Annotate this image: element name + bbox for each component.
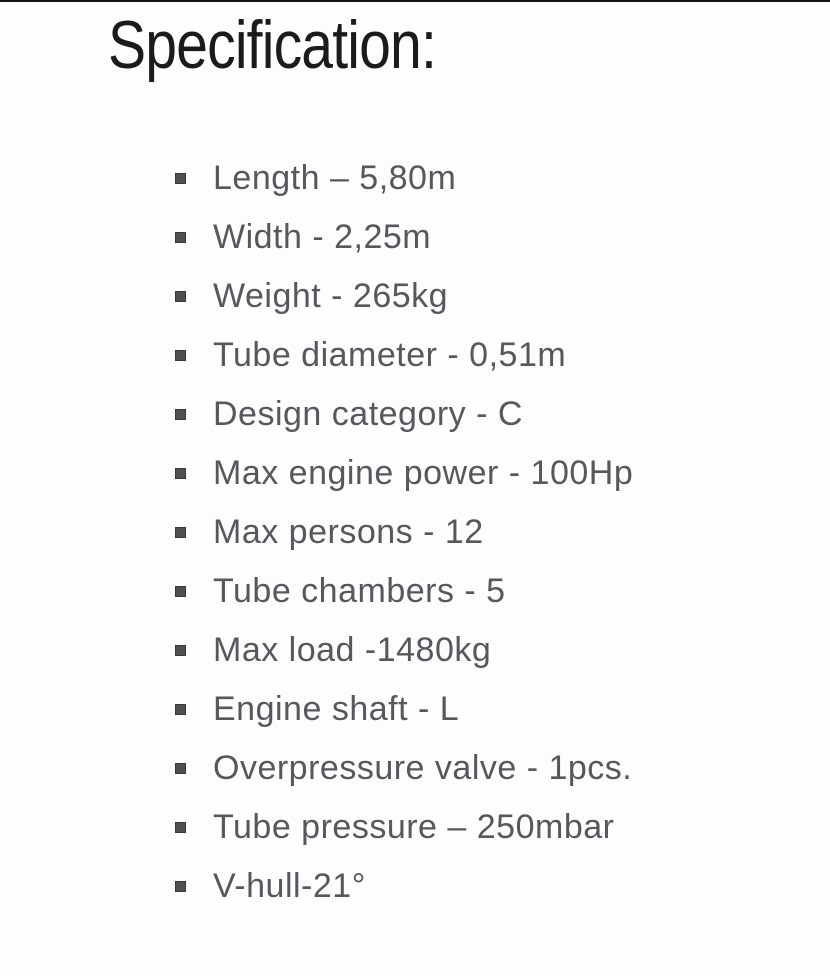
square-bullet-icon: [175, 881, 186, 892]
spec-item-label: Max engine power - 100Hp: [213, 453, 634, 492]
square-bullet-icon: [175, 409, 186, 420]
spec-item-label: Tube pressure – 250mbar: [213, 807, 615, 846]
list-item: [175, 562, 830, 621]
spec-item-label: Weight - 265kg: [213, 276, 449, 315]
list-item: [175, 857, 830, 916]
list-item: [175, 208, 830, 267]
spec-list: [175, 149, 830, 916]
square-bullet-icon: [175, 291, 186, 302]
page-title: Specification:: [108, 7, 436, 83]
list-item: [175, 149, 830, 208]
square-bullet-icon: [175, 350, 186, 361]
spec-item-label: Tube diameter - 0,51m: [213, 335, 567, 374]
square-bullet-icon: [175, 822, 186, 833]
list-item: [175, 739, 830, 798]
square-bullet-icon: [175, 763, 186, 774]
list-item: [175, 621, 830, 680]
spec-item-label: Design category - C: [213, 394, 523, 433]
spec-item-label: Max persons - 12: [213, 512, 484, 551]
square-bullet-icon: [175, 173, 186, 184]
list-item: [175, 798, 830, 857]
spec-item-label: Overpressure valve - 1pcs.: [213, 748, 633, 787]
spec-item-label: Tube chambers - 5: [213, 571, 506, 610]
square-bullet-icon: [175, 527, 186, 538]
list-item: [175, 444, 830, 503]
square-bullet-icon: [175, 232, 186, 243]
list-item: [175, 503, 830, 562]
spec-item-label: Length – 5,80m: [213, 158, 457, 197]
square-bullet-icon: [175, 704, 186, 715]
spec-item-label: Width - 2,25m: [213, 217, 432, 256]
spec-item-label: V-hull-21°: [213, 866, 366, 905]
spec-item-label: Engine shaft - L: [213, 689, 460, 728]
list-item: [175, 267, 830, 326]
spec-item-label: Max load -1480kg: [213, 630, 492, 669]
square-bullet-icon: [175, 645, 186, 656]
list-item: [175, 385, 830, 444]
square-bullet-icon: [175, 468, 186, 479]
square-bullet-icon: [175, 586, 186, 597]
list-item: [175, 326, 830, 385]
list-item: [175, 680, 830, 739]
